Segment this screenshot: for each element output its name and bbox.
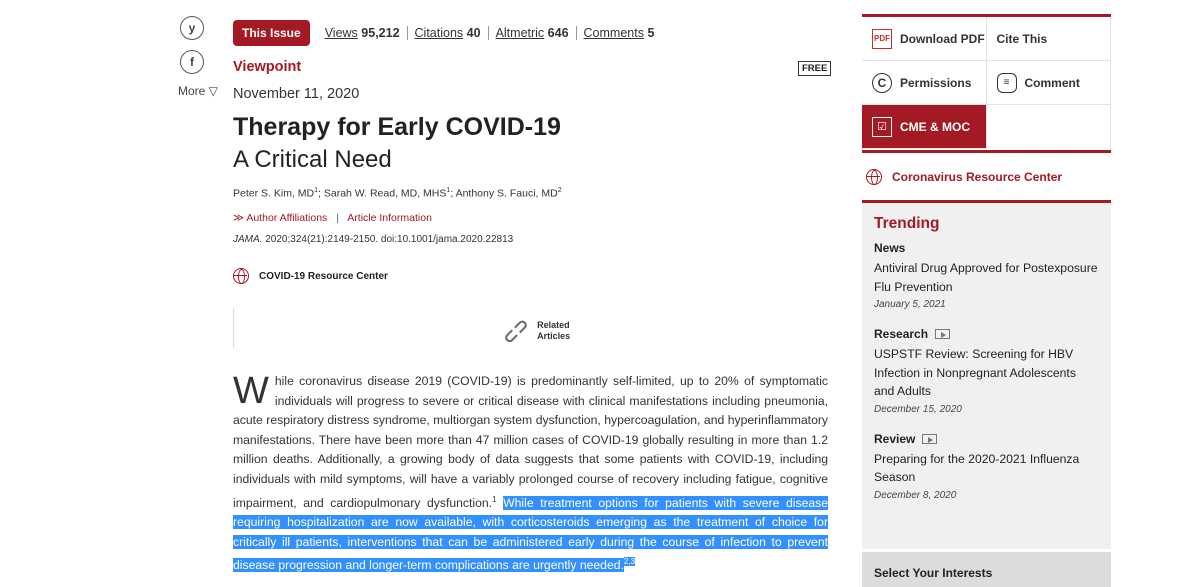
- permissions-label[interactable]: Permissions: [900, 75, 972, 90]
- cme-moc-label[interactable]: CME & MOC: [900, 119, 970, 134]
- metric-citations[interactable]: [408, 26, 489, 40]
- author-name[interactable]: Peter S. Kim, MD: [233, 187, 315, 200]
- reference-sup[interactable]: 1: [492, 494, 497, 504]
- citation-journal: JAMA.: [233, 234, 263, 245]
- trending-panel: [862, 203, 1111, 549]
- author-sup: 1: [446, 187, 451, 194]
- article-info-links: [233, 212, 432, 224]
- metric-value: 95,212: [361, 26, 400, 40]
- metric-label[interactable]: Citations: [414, 26, 464, 40]
- twitter-icon[interactable]: y: [180, 16, 204, 40]
- video-icon: [935, 329, 950, 339]
- trending-title[interactable]: Preparing for the 2020-2021 Influenza Season: [874, 451, 1080, 484]
- article-title: Therapy for Early COVID-19: [233, 113, 561, 141]
- author-name[interactable]: Anthony S. Fauci, MD: [455, 187, 558, 200]
- facebook-icon[interactable]: f: [180, 50, 204, 74]
- trending-category: [874, 432, 1099, 446]
- trending-date: December 8, 2020: [874, 489, 957, 501]
- copyright-icon: C: [872, 73, 892, 93]
- globe-icon: [233, 268, 249, 284]
- cme-moc-button[interactable]: [862, 105, 987, 149]
- metric-views[interactable]: [318, 26, 408, 40]
- article-date: November 11, 2020: [233, 86, 360, 102]
- selected-text: While treatment options for patients with severe disease requiring hospitalization are now available, with corticosteroids emerging as the treatment of choice for critically ill patients, interventions that can be administered early during the course of infection to prevent disease progression and longer-term complications are urgently needed.: [233, 495, 828, 573]
- citation-detail: 2020;324(21):2149-2150. doi:10.1001/jama.2020.22813: [262, 234, 514, 245]
- share-column: [178, 16, 218, 98]
- metric-comments[interactable]: [577, 26, 662, 40]
- trending-heading: Trending: [874, 215, 940, 232]
- resource-center-label[interactable]: COVID-19 Resource Center: [259, 270, 388, 282]
- body-paragraph: hile coronavirus disease 2019 (COVID-19) is predominantly self-limited, up to 20% of symptomatic individuals will progress to severe or critical disease with clinical manifestations including pneumonia, acute respiratory distress syndrome, multiorgan system dysfunction, hypercoagulation, and hyperinflammatory manifestations. There have been more than 47 million cases of COVID-19 globally resulting in more than 1.2 million deaths. Additionally, a growing body of data suggests that some patients with COVID-19, including individuals with mild symptoms, will have a variably prolonged course of recovery including fatigue, cognitive impairment, and cardiopulmonary dysfunction.: [233, 374, 828, 510]
- article-subtitle: A Critical Need: [233, 146, 392, 173]
- category-label: Research: [874, 327, 929, 341]
- this-issue-button[interactable]: This Issue: [233, 20, 310, 46]
- select-interests-bar[interactable]: [862, 552, 1111, 587]
- coronavirus-resource-center-link[interactable]: [862, 150, 1111, 203]
- metric-label[interactable]: Views: [324, 26, 358, 40]
- resource-center-link[interactable]: [233, 268, 388, 284]
- trending-item[interactable]: [874, 432, 1099, 501]
- coronavirus-resource-center-label[interactable]: Coronavirus Resource Center: [892, 169, 1063, 184]
- trending-item[interactable]: [874, 327, 1099, 415]
- related-label-2[interactable]: Articles: [537, 331, 571, 341]
- trending-title[interactable]: USPSTF Review: Screening for HBV Infection in Nonpregnant Adolescents and Adults: [874, 347, 1076, 398]
- author-sup: 1: [314, 187, 319, 194]
- checklist-icon: ☑: [872, 117, 892, 137]
- metric-value: 5: [647, 26, 655, 40]
- author-sep: ;: [450, 187, 456, 200]
- tools-empty-cell: [987, 105, 1112, 149]
- author-sep: ;: [318, 187, 324, 200]
- article-tools: [862, 14, 1111, 149]
- metric-label[interactable]: Comments: [583, 26, 644, 40]
- metric-altmetric[interactable]: [489, 26, 577, 40]
- article-body: [233, 372, 828, 576]
- trending-date: December 15, 2020: [874, 403, 962, 415]
- metric-value: 646: [547, 26, 569, 40]
- trending-category: [874, 241, 1099, 255]
- category-label: Review: [874, 431, 916, 446]
- select-interests-label[interactable]: Select Your Interests: [874, 566, 993, 580]
- metric-label[interactable]: Altmetric: [495, 26, 545, 40]
- cite-this-label[interactable]: Cite This: [996, 31, 1048, 46]
- divider: |: [336, 212, 339, 224]
- reference-sup[interactable]: 2,3: [623, 557, 636, 567]
- citation: [233, 234, 513, 245]
- comment-button[interactable]: [987, 61, 1112, 105]
- article-metrics: [233, 20, 661, 46]
- related-articles-label[interactable]: [537, 320, 570, 342]
- video-icon: [922, 434, 937, 444]
- metric-value: 40: [466, 26, 481, 40]
- trending-item[interactable]: [874, 241, 1099, 310]
- trending-title[interactable]: Antiviral Drug Approved for Postexposure Flu Prevention: [874, 261, 1098, 294]
- pdf-icon: PDF: [872, 29, 892, 49]
- free-badge: FREE: [798, 61, 831, 76]
- permissions-button[interactable]: [862, 61, 987, 105]
- cite-this-button[interactable]: [987, 17, 1112, 61]
- article-section: Viewpoint: [233, 59, 302, 75]
- drop-cap: W: [233, 370, 269, 412]
- download-pdf-button[interactable]: [862, 17, 987, 61]
- more-share-button[interactable]: More ▽: [178, 84, 218, 98]
- related-label-1[interactable]: Related: [537, 320, 570, 330]
- download-pdf-label[interactable]: Download PDF: [900, 31, 985, 46]
- comment-icon: ≡: [997, 73, 1017, 93]
- article-information-link[interactable]: Article Information: [347, 212, 432, 224]
- author-list: [233, 187, 562, 200]
- trending-date: January 5, 2021: [874, 299, 946, 310]
- chevron-right-icon: ≫: [233, 212, 244, 224]
- trending-category: [874, 327, 1099, 341]
- globe-icon: [866, 169, 882, 185]
- author-sup: 2: [557, 187, 562, 194]
- author-affiliations-link[interactable]: Author Affiliations: [246, 212, 328, 224]
- right-sidebar: [862, 14, 1111, 580]
- related-articles-button[interactable]: [497, 312, 571, 349]
- comment-label[interactable]: Comment: [1024, 75, 1080, 90]
- category-label: News: [874, 241, 906, 255]
- author-name[interactable]: Sarah W. Read, MD, MHS: [323, 187, 447, 200]
- link-icon: ⊂⊃: [497, 312, 534, 349]
